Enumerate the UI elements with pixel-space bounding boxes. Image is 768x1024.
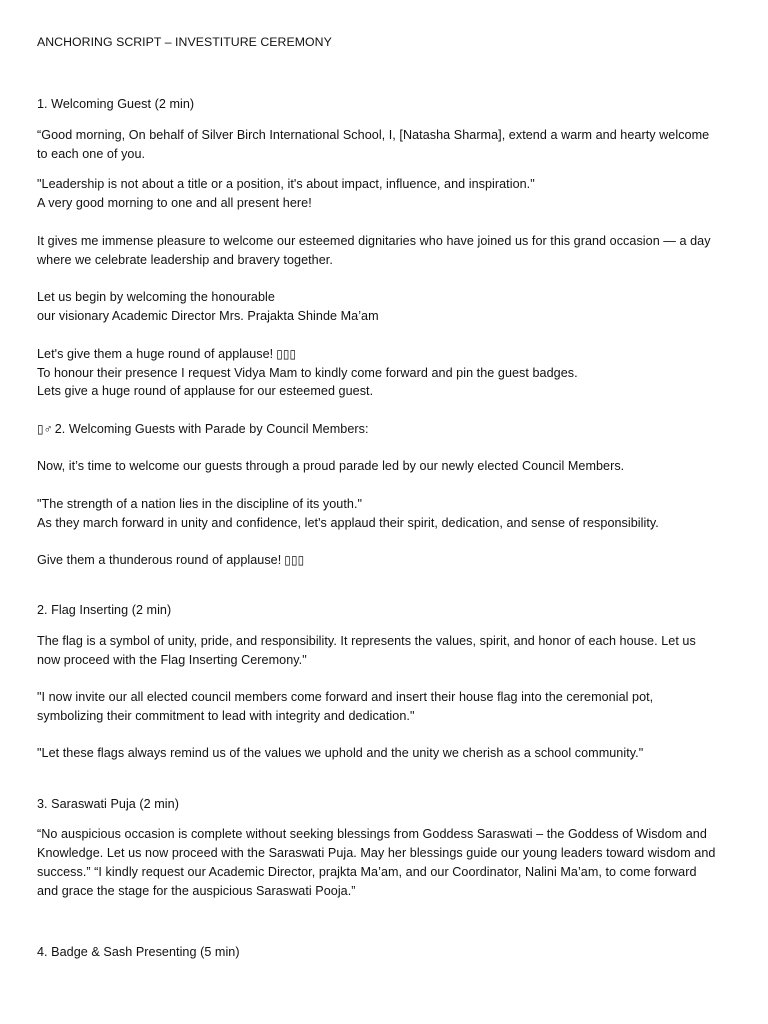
paragraph-line xyxy=(37,345,296,364)
applause-emoji-icon: ▯▯▯ xyxy=(276,347,297,361)
paragraph-line: A very good morning to one and all present here! xyxy=(37,196,312,210)
quote-line: "The strength of a nation lies in the discipline of its youth." xyxy=(37,497,363,511)
paragraph-line: As they march forward in unity and confidence, let's applaud their spirit, dedication, and sense of responsibility. xyxy=(37,516,659,530)
paragraph-line: It gives me immense pleasure to welcome our esteemed dignitaries who have joined us for this grand occasion — a day xyxy=(37,234,711,248)
quote-line: "Let these flags always remind us of the values we uphold and the unity we cherish as a school community." xyxy=(37,746,644,760)
section-heading-flag-inserting: 2. Flag Inserting (2 min) xyxy=(37,603,172,617)
paragraph-line: where we celebrate leadership and bravery together. xyxy=(37,253,333,267)
section-heading-saraswati-puja: 3. Saraswati Puja (2 min) xyxy=(37,797,179,811)
marching-person-icon: ▯♂ xyxy=(37,422,53,436)
paragraph-line: “No auspicious occasion is complete without seeking blessings from Goddess Saraswati – the Goddess of Wisdom and xyxy=(37,827,707,841)
section-heading-welcoming-guest: 1. Welcoming Guest (2 min) xyxy=(37,97,195,111)
heading-text: 2. Welcoming Guests with Parade by Council Members: xyxy=(54,422,369,436)
paragraph-line: now proceed with the Flag Inserting Ceremony." xyxy=(37,653,307,667)
paragraph-line: Let us begin by welcoming the honourable xyxy=(37,290,275,304)
paragraph-line: to each one of you. xyxy=(37,147,146,161)
paragraph-line: “Good morning, On behalf of Silver Birch International School, I, [Natasha Sharma], extend a warm and hearty welcome xyxy=(37,128,710,142)
paragraph-line: Lets give a huge round of applause for our esteemed guest. xyxy=(37,384,374,398)
paragraph-line: Knowledge. Let us now proceed with the Saraswati Puja. May her blessings guide our young leaders toward wisdom and xyxy=(37,846,716,860)
paragraph-line: To honour their presence I request Vidya Mam to kindly come forward and pin the guest badges. xyxy=(37,366,578,380)
paragraph-line: and grace the stage for the auspicious Saraswati Pooja.” xyxy=(37,884,356,898)
quote-line: "Leadership is not about a title or a position, it's about impact, influence, and inspiration." xyxy=(37,177,535,191)
section-heading-parade xyxy=(37,420,369,439)
paragraph-line: Now, it’s time to welcome our guests through a proud parade led by our newly elected Council Members. xyxy=(37,459,625,473)
quote-line: symbolizing their commitment to lead with integrity and dedication." xyxy=(37,709,415,723)
paragraph-line: success.” “I kindly request our Academic Director, prajkta Ma’am, and our Coordinator, Nalini Ma’am, to come forward xyxy=(37,865,697,879)
paragraph-line: The flag is a symbol of unity, pride, and responsibility. It represents the values, spirit, and honor of each house. Let us xyxy=(37,634,696,648)
paragraph-line xyxy=(37,551,304,570)
document-title: ANCHORING SCRIPT – INVESTITURE CEREMONY xyxy=(37,35,332,49)
applause-text: Let's give them a huge round of applause! xyxy=(37,347,274,361)
quote-line: "I now invite our all elected council members come forward and insert their house flag into the ceremonial pot, xyxy=(37,690,654,704)
section-heading-badge-sash: 4. Badge & Sash Presenting (5 min) xyxy=(37,945,240,959)
paragraph-line: our visionary Academic Director Mrs. Prajakta Shinde Ma’am xyxy=(37,309,379,323)
applause-text: Give them a thunderous round of applause! xyxy=(37,553,282,567)
applause-emoji-icon: ▯▯▯ xyxy=(284,553,305,567)
